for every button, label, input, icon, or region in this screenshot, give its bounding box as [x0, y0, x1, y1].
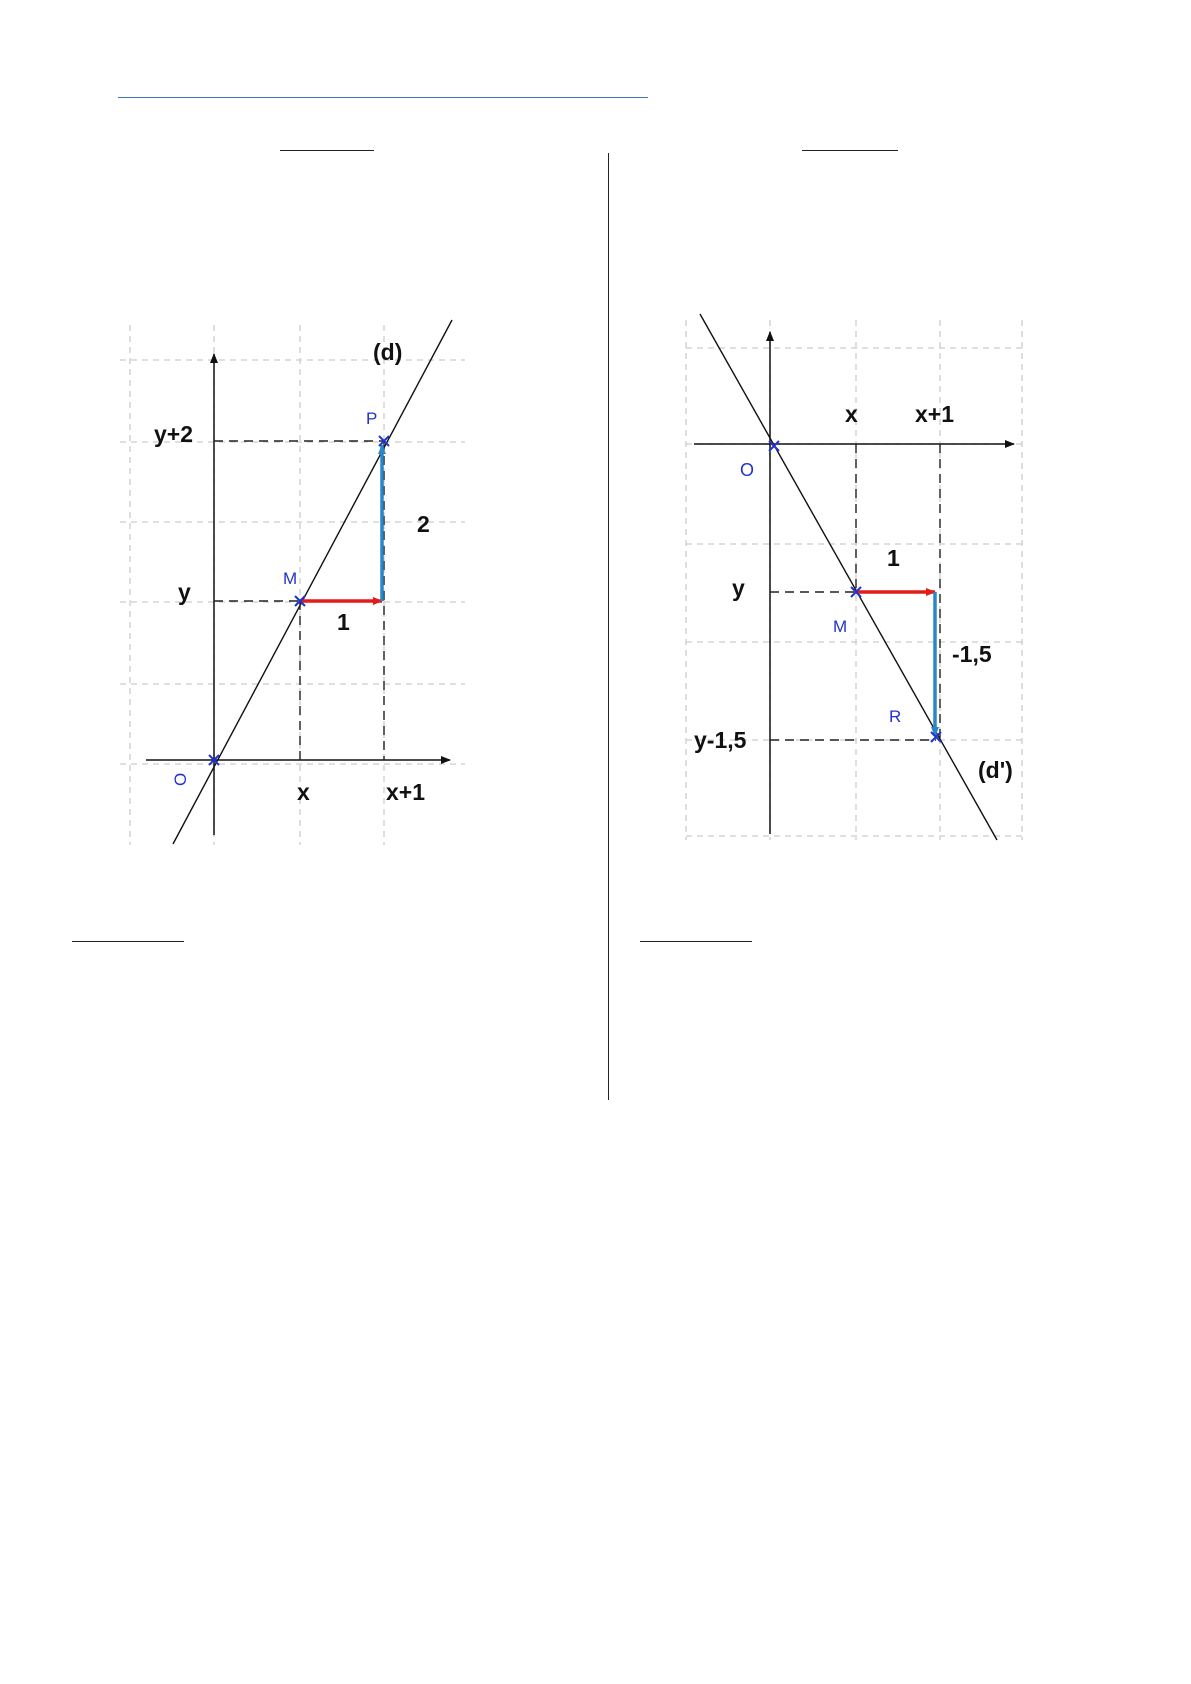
right-y-label: y — [732, 575, 745, 601]
left-x-label: x — [297, 779, 310, 805]
left-y-label: y — [178, 579, 191, 605]
left-point-p-label: P — [366, 409, 378, 428]
right-point-m-label: M — [833, 617, 848, 636]
left-line-label: (d) — [373, 339, 403, 365]
right-step-vertical-label: -1,5 — [952, 641, 992, 667]
right-origin-label: O — [740, 460, 755, 480]
right-x-plus-label: x+1 — [915, 401, 955, 427]
right-x-label: x — [845, 401, 858, 427]
left-x-plus-label: x+1 — [386, 779, 426, 805]
left-step-vertical-label: 2 — [417, 511, 430, 537]
left-line-d — [173, 320, 452, 844]
left-step-horizontal-label: 1 — [337, 609, 350, 635]
right-y-minus-label: y-1,5 — [694, 727, 747, 753]
left-point-m-label: M — [283, 569, 298, 588]
left-figure — [120, 320, 465, 845]
right-figure — [686, 314, 1022, 840]
left-origin-label: O — [171, 772, 190, 786]
right-point-r-label: R — [889, 707, 902, 726]
right-step-horizontal-label: 1 — [887, 545, 900, 571]
left-y-plus-label: y+2 — [154, 421, 194, 447]
right-line-label: (d') — [978, 757, 1013, 783]
